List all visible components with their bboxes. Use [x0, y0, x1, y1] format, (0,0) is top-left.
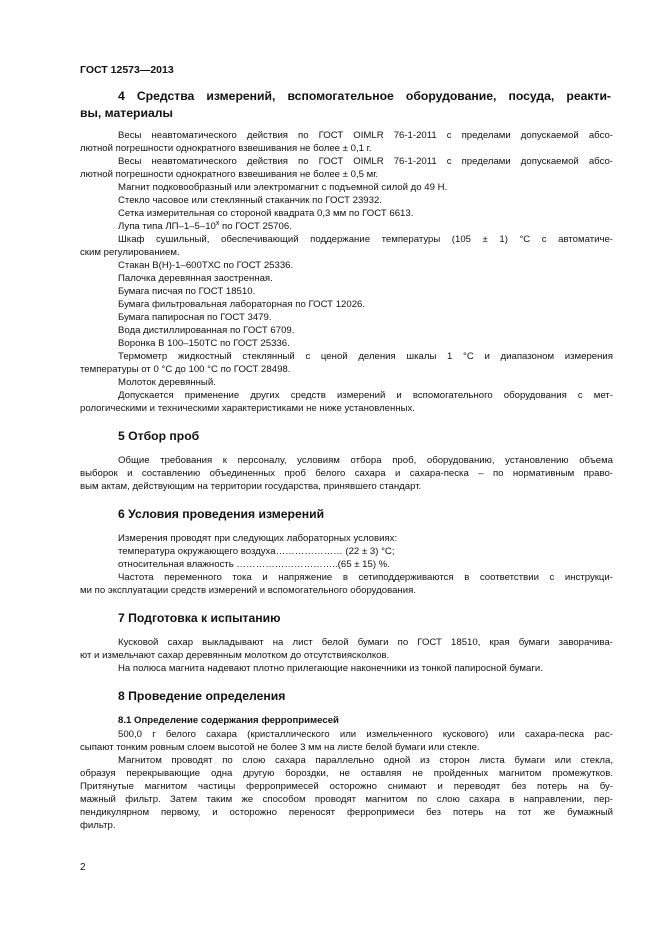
s7-line: На полюса магнита надевают плотно прилегающие наконечники из тонкой папиросной бумаги. — [118, 663, 543, 674]
s4-line: Шкаф сушильный, обеспечивающий поддержание температуры (105 ± 1) °С с автоматиче- — [118, 234, 613, 245]
s4-line: Бумага фильтровальная лабораторная по ГОСТ 12026. — [118, 299, 366, 310]
s8-line: мажный фильтр. Затем таким же способом проводят магнитом по слою сахара в направлении, пер- — [80, 794, 613, 805]
s4-line-magnifier — [118, 221, 292, 233]
s4-line: Весы неавтоматического действия по ГОСТ OIMLR 76-1-2011 с пределами допускаемой абсо- — [118, 130, 613, 141]
document-header: ГОСТ 12573—2013 — [80, 64, 174, 76]
section-6-title: 6 Условия проведения измерений — [118, 507, 325, 521]
s4-line: лютной погрешности однократного взвешивания не более ± 0,5 мг. — [80, 169, 379, 180]
s4-line: Допускается применение других средств измерений и вспомогательного оборудования с мет- — [118, 390, 613, 401]
s8-line: сыпают тонким ровным слоем высотой не более 3 мм на листе белой бумаги или стекле. — [80, 742, 480, 753]
superscript: х — [215, 220, 220, 227]
s4-line: ским регулированием. — [80, 247, 180, 258]
s6-line: температура окружающего воздуха………………… (22 ± 3) °С; — [118, 546, 395, 557]
s8-line: пендикулярном первому, и осторожно переносят ферропримеси без потерь на тот же бумажный — [80, 807, 613, 818]
s8-line: фильтр. — [80, 820, 116, 831]
s4-line: Воронка В 100–150ТС по ГОСТ 25336. — [118, 338, 290, 349]
s7-line: Кусковой сахар выкладывают на лист белой бумаги по ГОСТ 18510, края бумаги заворачива- — [118, 637, 613, 648]
section-5-title: 5 Отбор проб — [118, 429, 200, 443]
s5-line: вым актам, действующим на территории государства, принявшего стандарт. — [80, 481, 422, 492]
s4-line: Бумага папиросная по ГОСТ 3479. — [118, 312, 272, 323]
s8-line: Магнитом проводят по слою сахара параллельно одной из сторон листа бумаги или стекла, — [118, 755, 613, 766]
s6-line: Частота переменного тока и напряжение в сетиподдерживаются в соответствии с инструкци- — [118, 572, 613, 583]
section-4-title-line1: 4 Средства измерений, вспомогательное оборудование, посуда, реакти- — [118, 89, 611, 103]
s6-line: относительная влажность …………………………..(65 ± 15) %. — [118, 559, 390, 570]
section-4-title-line2: вы, материалы — [80, 106, 173, 120]
section-8-1-subtitle: 8.1 Определение содержания ферропримесей — [118, 715, 339, 726]
s5-line: выборок и составлению объединенных проб белого сахара и сахара-песка – по нормативным право- — [80, 468, 613, 479]
s4-line: Бумага писчая по ГОСТ 18510. — [118, 286, 256, 297]
s4-line: Молоток деревянный. — [118, 377, 216, 388]
s5-line: Общие требования к персоналу, условиям отбора проб, оборудованию, установлению объема — [118, 455, 613, 466]
s8-line: Притянутые магнитом частицы ферропримесей осторожно снимают и переводят без потерь на бу- — [80, 781, 613, 792]
s6-line: Измерения проводят при следующих лабораторных условиях: — [118, 533, 398, 544]
s4-line: Стекло часовое или стеклянный стаканчик по ГОСТ 23932. — [118, 195, 382, 206]
s6-line: ми по эксплуатации средств измерений и вспомогательного оборудования. — [80, 585, 416, 596]
s4-line: Термометр жидкостный стеклянный с ценой деления шкалы 1 °С и диапазоном измерения — [118, 351, 613, 362]
s7-line: ют и измельчают сахар деревянным молотком до отсутствиясколков. — [80, 650, 390, 661]
section-7-title: 7 Подготовка к испытанию — [118, 611, 281, 625]
s4-line: Палочка деревянная заостренная. — [118, 273, 273, 284]
s4-line: Сетка измерительная со стороной квадрата 0,3 мм по ГОСТ 6613. — [118, 208, 414, 219]
s4-line: рологическими и техническими характеристиками не ниже установленных. — [80, 403, 415, 414]
s4-line-text: по ГОСТ 25706. — [219, 221, 292, 232]
section-8-title: 8 Проведение определения — [118, 689, 286, 703]
section-4-title — [80, 88, 611, 122]
s4-line-text: Лупа типа ЛП–1–5–10 — [118, 221, 216, 232]
s4-line: Стакан В(Н)-1–600ТХС по ГОСТ 25336. — [118, 260, 294, 271]
s4-line: Вода дистиллированная по ГОСТ 6709. — [118, 325, 295, 336]
s8-line: 500,0 г белого сахара (кристаллического или измельченного кускового) или сахара-песка рас- — [118, 729, 613, 740]
page-number: 2 — [80, 862, 86, 873]
s4-line: температуры от 0 °С до 100 °С по ГОСТ 28498. — [80, 364, 291, 375]
s4-line: Весы неавтоматического действия по ГОСТ OIMLR 76-1-2011 с пределами допускаемой абсо- — [118, 156, 613, 167]
s8-line: образуя перекрывающие одна другую бороздки, не оставляя не пройденных магнитом промежутков. — [80, 768, 613, 779]
s4-line: Магнит подковообразный или электромагнит с подъемной силой до 49 Н. — [118, 182, 448, 193]
s4-line: лютной погрешности однократного взвешивания не более ± 0,1 г. — [80, 143, 372, 154]
